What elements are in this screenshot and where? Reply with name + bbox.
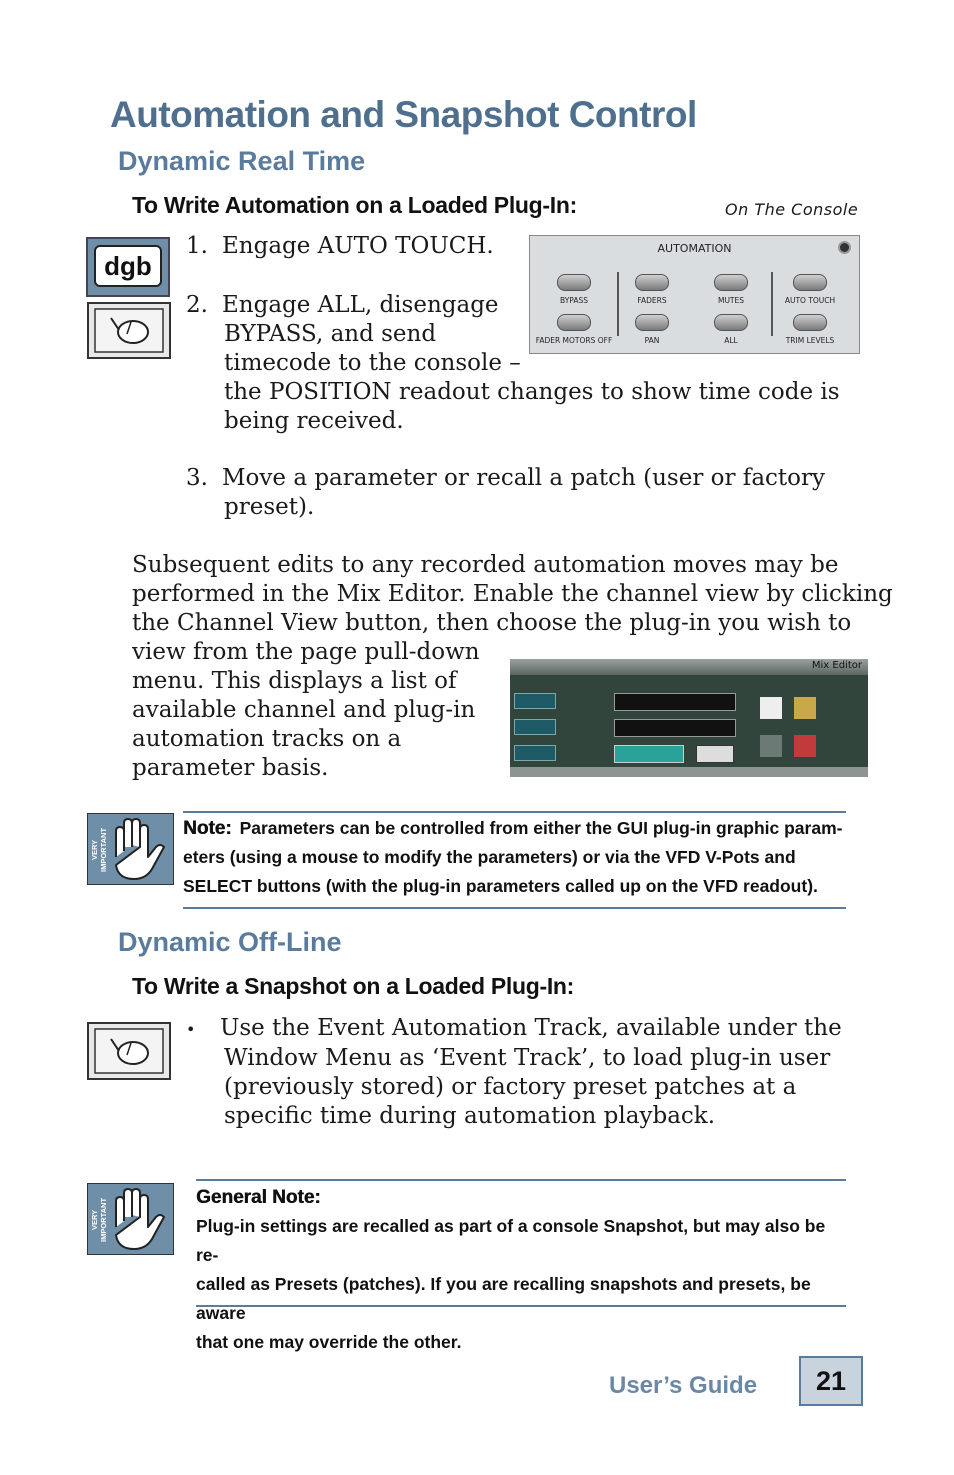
button-label: BYPASS: [559, 296, 588, 305]
button-label: TRIM LEVELS: [785, 336, 835, 345]
subheading-write-snapshot: To Write a Snapshot on a Loaded Plug-In:: [132, 973, 575, 999]
paragraph-line: menu. This displays a list of: [132, 668, 457, 694]
note-line: Parameters can be controlled from either the GUI plug-in graphic param-: [239, 818, 843, 838]
footer-guide-label: User’s Guide: [609, 1372, 758, 1399]
very-important-badge: VERY IMPORTANT: [90, 827, 108, 873]
paragraph-line: automation tracks on a: [132, 726, 402, 752]
paragraph-line: available channel and plug-in: [132, 697, 476, 723]
note-line: SELECT buttons (with the plug-in parameters called up on the VFD readout).: [183, 876, 818, 896]
pan-button: [635, 314, 669, 331]
bullet-icon: •: [186, 1020, 196, 1039]
step-1: [186, 232, 494, 261]
bullet-line: Window Menu as ‘Event Track’, to load plug-in user: [224, 1045, 831, 1071]
button-label: AUTO TOUCH: [784, 296, 836, 305]
panel-title: AUTOMATION: [657, 242, 732, 255]
button-label: FADER MOTORS OFF: [535, 336, 613, 345]
paragraph-line: performed in the Mix Editor. Enable the channel view by clicking: [132, 581, 893, 607]
step-text-line: Engage ALL, disengage: [222, 292, 499, 318]
step-text-line: BYPASS, and send: [224, 321, 437, 347]
note-label: Note:: [183, 818, 232, 839]
button-label: ALL: [724, 336, 738, 345]
step-text-line: the POSITION readout changes to show time code is: [224, 379, 840, 405]
bullet-item: [186, 1014, 842, 1131]
hand-icon: [87, 813, 174, 885]
mix-editor-screenshot: [510, 659, 868, 777]
fader-motors-off-button: [557, 314, 591, 331]
mutes-button: [714, 274, 748, 291]
led-indicator-icon: [838, 241, 851, 254]
step-3: [186, 464, 825, 522]
dgb-logo-text: dgb: [94, 245, 162, 287]
paragraph-line: parameter basis.: [132, 755, 329, 781]
button-label: FADERS: [637, 296, 667, 305]
bullet-line: (previously stored) or factory preset patches at a: [224, 1074, 797, 1100]
step-number: 1.: [186, 233, 208, 259]
note-line: Plug-in settings are recalled as part of a console Snapshot, but may also be re-: [196, 1216, 826, 1265]
page-title: Automation and Snapshot Control: [110, 94, 697, 135]
section-heading-dynamic-real-time: Dynamic Real Time: [118, 146, 366, 176]
step-text-line: preset).: [224, 494, 315, 520]
auto-touch-button: [793, 274, 827, 291]
page-number: 21: [799, 1356, 863, 1406]
button-label: MUTES: [717, 296, 745, 305]
step-text-line: being received.: [224, 408, 404, 434]
note-line: eters (using a mouse to modify the parameters) or via the VFD V-Pots and: [183, 847, 796, 867]
bullet-line: Use the Event Automation Track, available under the: [220, 1015, 842, 1041]
bullet-line: specific time during automation playback.: [224, 1103, 716, 1129]
bypass-button: [557, 274, 591, 291]
faders-button: [635, 274, 669, 291]
trim-levels-button: [793, 314, 827, 331]
step-text-line: timecode to the console –: [224, 350, 521, 376]
all-button: [714, 314, 748, 331]
note-box: [183, 811, 846, 909]
step-number: 2.: [186, 292, 208, 318]
paragraph-line: Subsequent edits to any recorded automation moves may be: [132, 552, 839, 578]
paragraph-line: view from the page pull-down: [132, 639, 480, 665]
automation-panel-image: [529, 235, 860, 354]
mouse-icon: [87, 302, 171, 359]
hand-icon: [87, 1183, 174, 1255]
step-number: 3.: [186, 465, 208, 491]
mouse-icon: [87, 1022, 171, 1080]
general-note-box: [196, 1179, 846, 1352]
button-label: PAN: [644, 336, 660, 345]
subheading-write-automation: To Write Automation on a Loaded Plug-In:: [132, 192, 577, 218]
step-text-line: Move a parameter or recall a patch (user or factory: [222, 465, 825, 491]
panel-caption: On The Console: [725, 200, 859, 219]
note-line: called as Presets (patches). If you are recalling snapshots and presets, be aware: [196, 1274, 811, 1323]
note-body: [196, 1183, 846, 1357]
very-important-badge: VERY IMPORTANT: [90, 1197, 108, 1243]
step-text: Engage AUTO TOUCH.: [222, 233, 494, 259]
section-heading-dynamic-off-line: Dynamic Off-Line: [118, 927, 342, 957]
note-line: that one may override the other.: [196, 1332, 462, 1352]
paragraph-line: the Channel View button, then choose the plug-in you wish to: [132, 610, 852, 636]
note-body: [183, 814, 842, 901]
mix-editor-title: Mix Editor: [811, 660, 862, 671]
note-label: General Note:: [196, 1187, 321, 1208]
dgb-logo-icon: [86, 237, 170, 297]
